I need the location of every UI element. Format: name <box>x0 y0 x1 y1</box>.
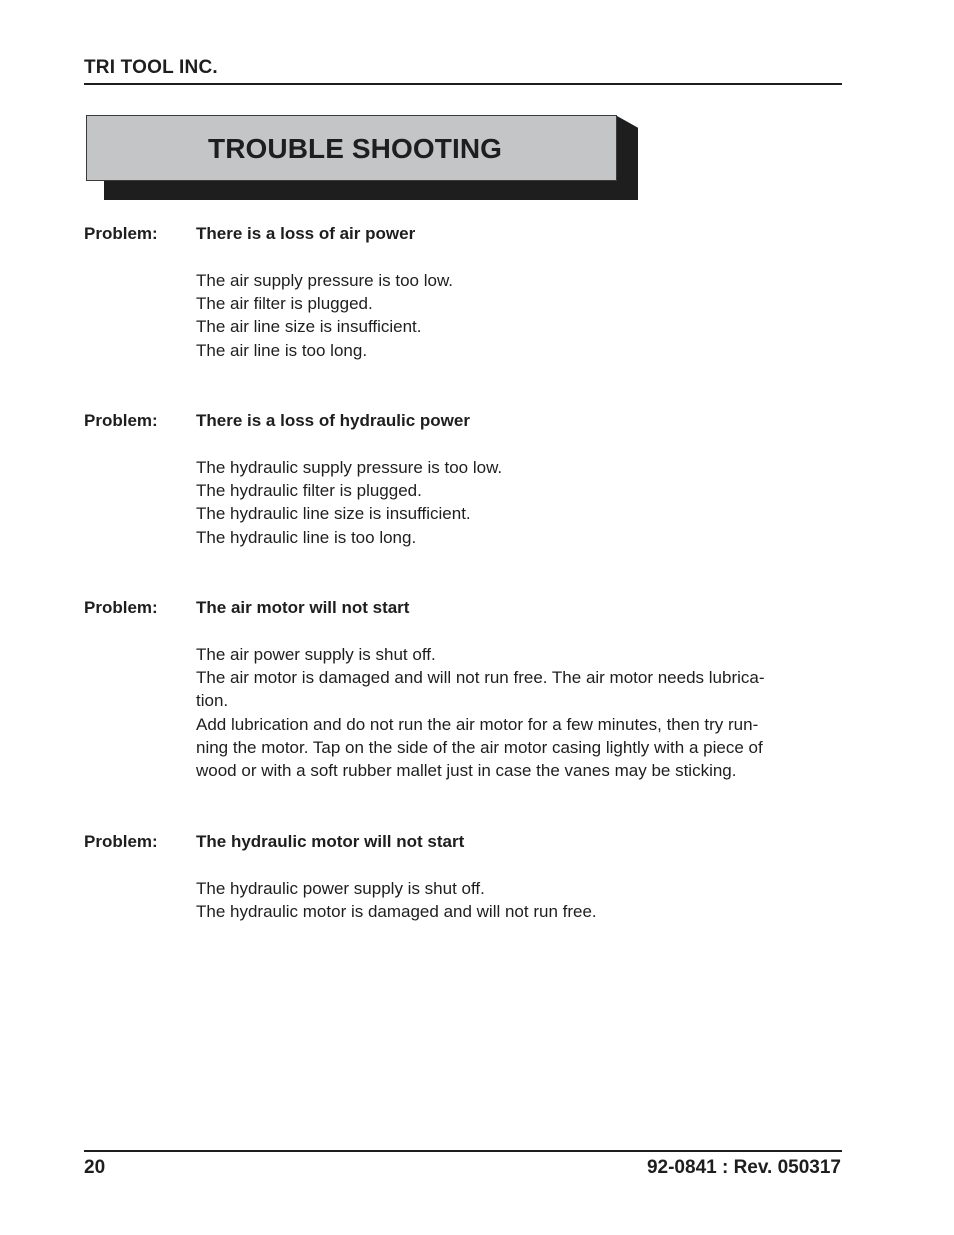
cause-item: The hydraulic supply pressure is too low. <box>196 458 503 477</box>
title-banner-shadow <box>104 181 638 200</box>
problem-title: The air motor will not start <box>196 598 410 617</box>
cause-item: The hydraulic line size is insufficient. <box>196 504 471 524</box>
company-name: TRI TOOL INC. <box>84 57 218 78</box>
cause-item: The air power supply is shut off. <box>196 645 436 664</box>
page-number: 20 <box>84 1157 106 1178</box>
cause-item: The air line is too long. <box>196 340 368 360</box>
problem-label: Problem: <box>84 832 158 851</box>
problem-label: Problem: <box>84 411 158 430</box>
cause-item: The air line size is insufficient. <box>196 317 422 337</box>
cause-item: The hydraulic line is too long. <box>196 527 417 547</box>
cause-item: Add lubrication and do not run the air motor for a few minutes, then try run- ning the motor. Tap on the side of the air motor casing lightly with a piece of wood or with a soft rubber mallet just in case the vanes may be sticking. <box>196 714 763 781</box>
cause-list <box>196 877 832 923</box>
cause-item: The hydraulic motor is damaged and will not run free. <box>196 902 597 922</box>
cause-list <box>196 643 832 782</box>
cause-item: The air filter is plugged. <box>196 294 373 314</box>
page-title: TROUBLE SHOOTING <box>208 133 503 164</box>
title-banner-shadow-side <box>617 116 638 200</box>
cause-list <box>196 456 832 549</box>
cause-item: The hydraulic filter is plugged. <box>196 481 422 501</box>
cause-item: The air supply pressure is too low. <box>196 271 454 290</box>
cause-item: The hydraulic power supply is shut off. <box>196 879 485 898</box>
header-divider <box>84 83 842 85</box>
title-box <box>86 115 617 181</box>
footer-divider <box>84 1150 842 1152</box>
problem-title: There is a loss of hydraulic power <box>196 411 470 430</box>
problem-label: Problem: <box>84 224 158 243</box>
problem-label: Problem: <box>84 598 158 617</box>
cause-item: The air motor is damaged and will not run free. The air motor needs lubrica- tion. <box>196 668 765 711</box>
cause-list <box>196 269 832 362</box>
problem-title: There is a loss of air power <box>196 224 416 243</box>
document-reference: 92-0841 : Rev. 050317 <box>646 1157 841 1178</box>
problem-title: The hydraulic motor will not start <box>196 832 465 851</box>
